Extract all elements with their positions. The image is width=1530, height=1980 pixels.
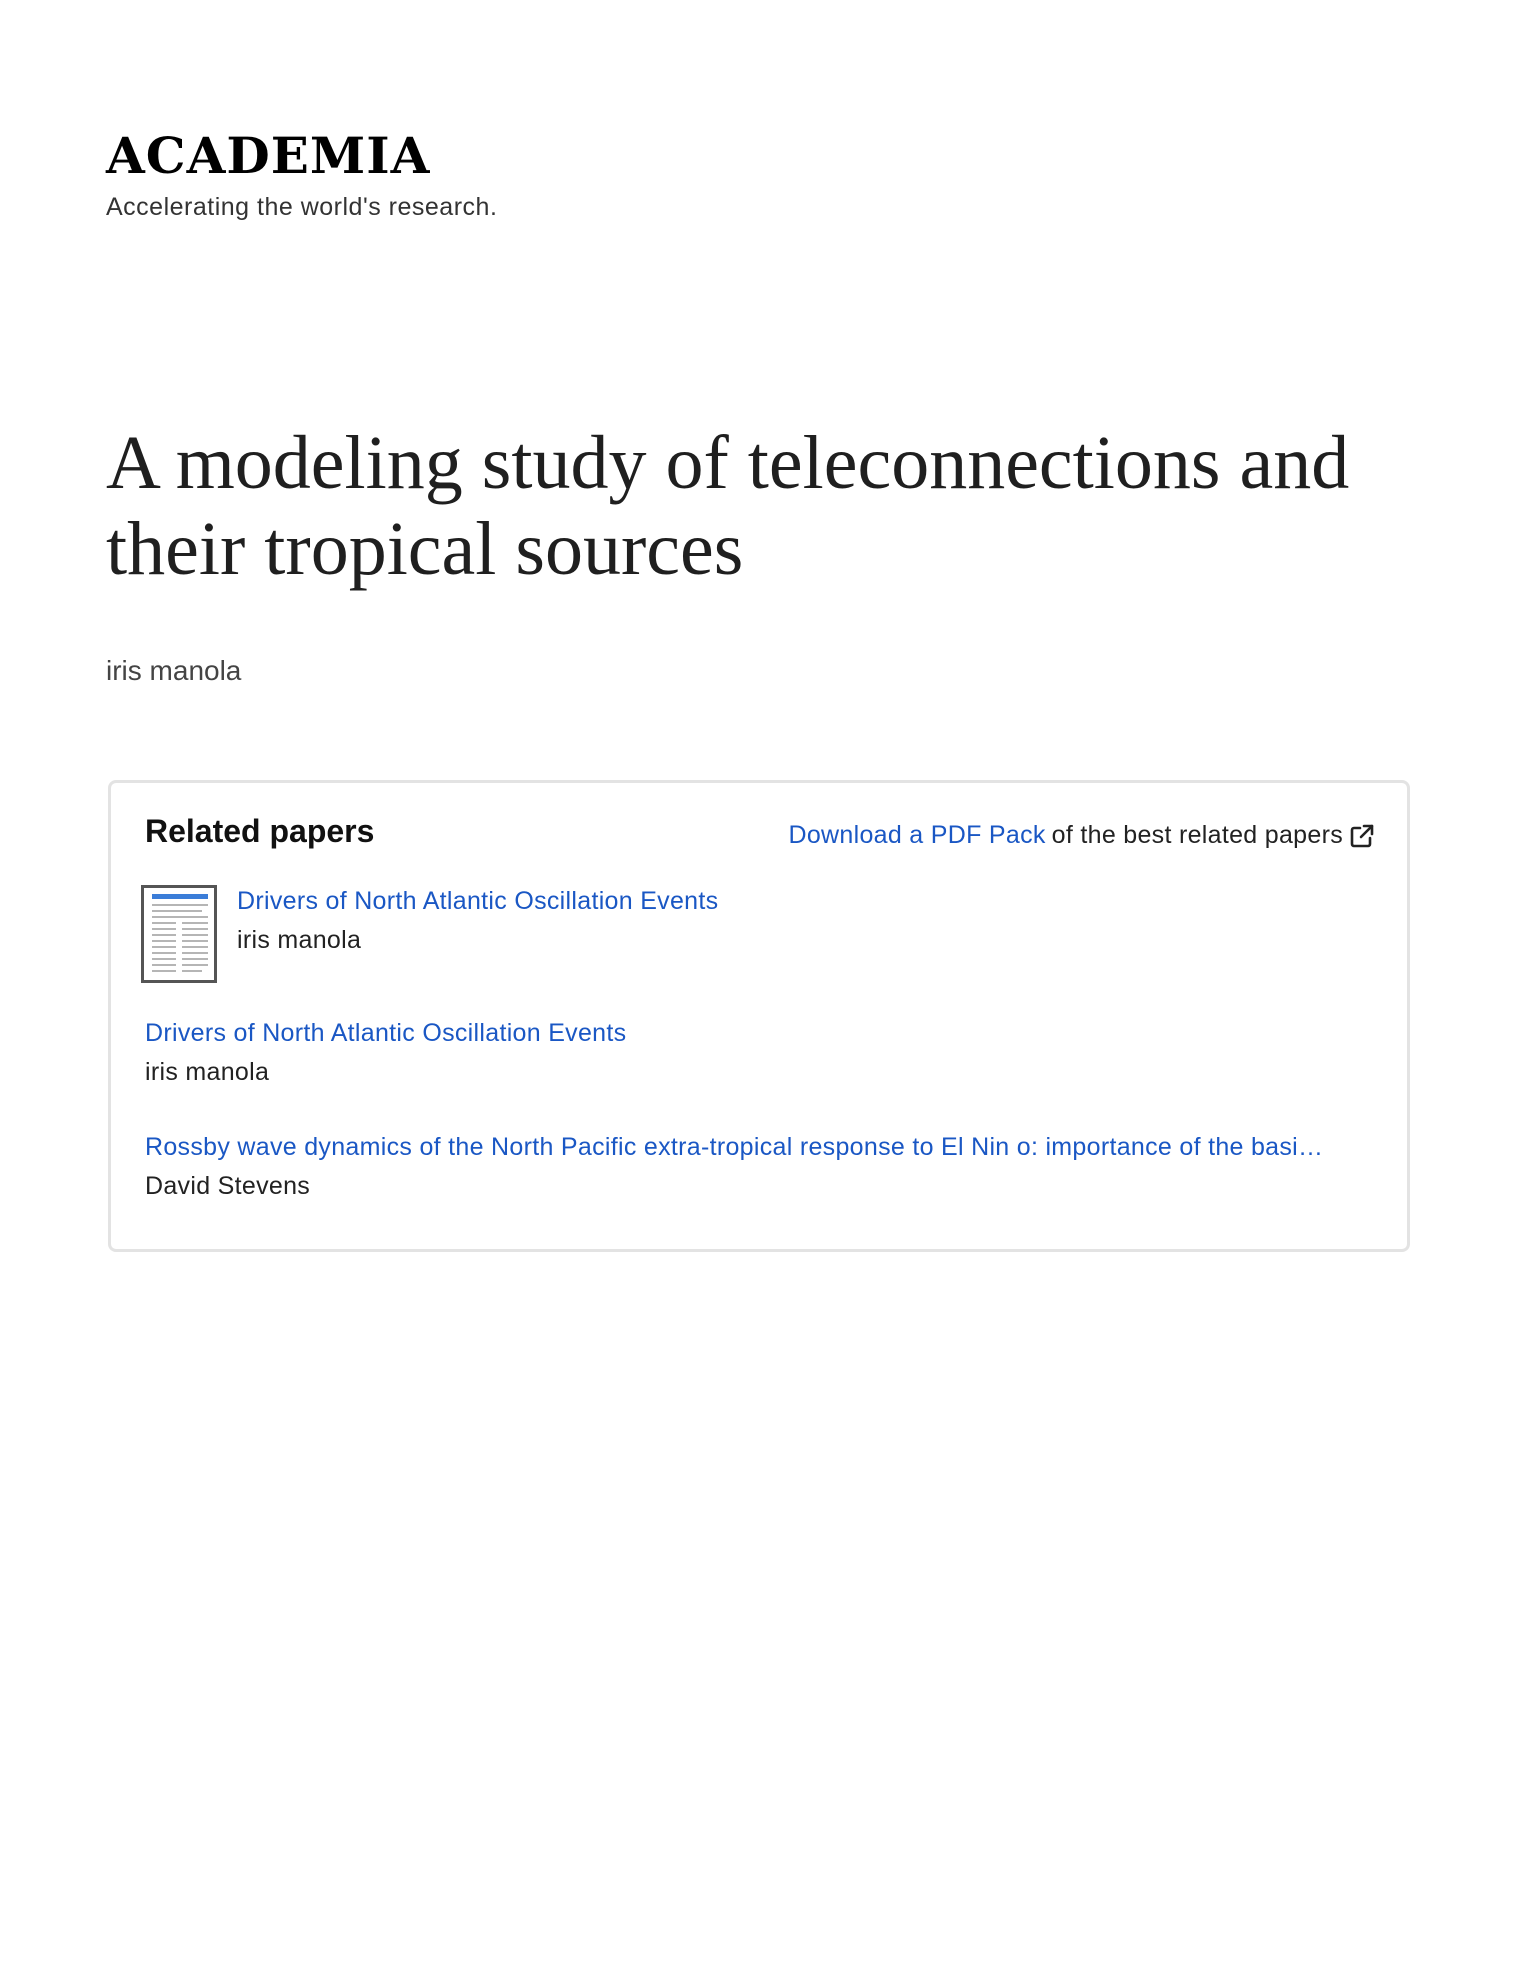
related-paper-item [145, 1019, 626, 1087]
related-papers-heading: Related papers [145, 813, 375, 849]
paper-thumbnail[interactable] [141, 885, 217, 983]
external-link-icon[interactable] [1349, 823, 1375, 849]
related-paper-title[interactable]: Drivers of North Atlantic Oscillation Events [145, 1019, 627, 1047]
brand [106, 128, 497, 222]
related-paper-item [145, 1133, 1381, 1201]
document-title: A modeling study of teleconnections and their tropical sources [106, 421, 1350, 591]
document-author: iris manola [106, 655, 242, 686]
brand-tagline: Accelerating the world's research. [106, 193, 498, 221]
related-paper-author: iris manola [145, 1058, 270, 1086]
download-pdf-pack-link[interactable]: Download a PDF Pack [788, 821, 1046, 849]
related-papers-panel [108, 780, 1410, 1252]
pdf-pack-row [788, 821, 1375, 850]
related-paper-title[interactable]: Rossby wave dynamics of the North Pacific extra-tropical response to El Nin o: importance of the basi… [145, 1133, 1324, 1161]
brand-logo[interactable]: ACADEMIA [106, 126, 431, 185]
related-paper-item [141, 885, 718, 983]
pdf-pack-suffix: of the best related papers [1051, 821, 1343, 849]
related-paper-author: iris manola [237, 926, 362, 954]
related-paper-author: David Stevens [145, 1172, 311, 1200]
related-paper-title[interactable]: Drivers of North Atlantic Oscillation Events [237, 887, 719, 915]
